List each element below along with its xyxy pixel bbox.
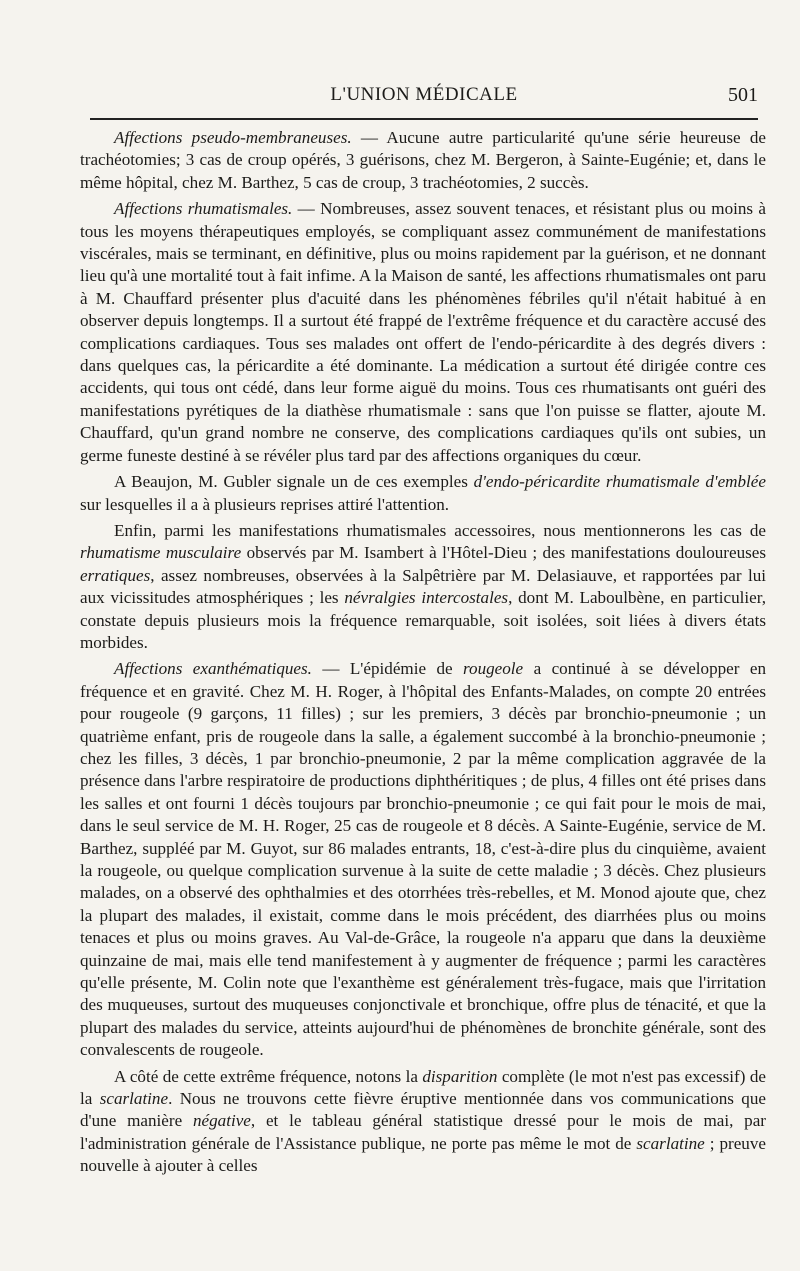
paragraph-text: sur lesquelles il a à plusieurs reprises attiré l'attention. (80, 494, 450, 514)
paragraph-exanthematiques (80, 658, 766, 1061)
paragraph-rhumatismales (80, 198, 766, 467)
italic-term: d'endo-péricardite rhumatismale d'emblée (473, 472, 766, 492)
page-number: 501 (728, 84, 758, 106)
italic-term: disparition (422, 1066, 498, 1086)
paragraph-text: , assez nombreuses, observées à la Salpêtrière par M. Delasiauve, et rapportées par lui aux vicissitudes atmosphériques ; les (80, 565, 766, 608)
paragraph-text: A Beaujon, M. Gubler signale un de ces exemples (114, 472, 474, 492)
italic-term: rougeole (463, 659, 524, 679)
page-header (90, 84, 758, 118)
body-text (80, 127, 766, 1178)
italic-term: erratiques (80, 565, 151, 585)
paragraph-text: a continué à se développer en fréquence et en gravité. Chez M. H. Roger, à l'hôpital des Enfants-Malades, on compte 20 entrées pour rougeole (9 garçons, 11 filles) ; sur les premiers, 3 décès par bronchio-pneumonie ; un quatrième enfant, pris de rougeole dans la salle, a également succombé à la bronchio-pneumonie ; chez les filles, 3 décès, 1 par bronchio-pneumonie, 2 par la même complication aggravée de la présence dans l'arbre respiratoire de productions diphthéritiques ; de plus, 4 filles ont été prises dans les salles et ont fourni 1 décès toujours par bronchio-pneumonie ; ce qui fait pour le mois de mai, dans le seul service de M. H. Roger, 25 cas de rougeole et 8 décès. A Sainte-Eugénie, service de M. Barthez, suppléé par M. Guyot, sur 86 malades entrants, 18, c'est-à-dire plus du cinquième, avaient la rougeole, ou quelque complication survenue à la suite de cette maladie ; 3 décès. Chez plusieurs malades, on a observé des ophthalmies et des otorrhées très-rebelles, et M. Monod ajoute que, chez la plupart des malades, il existait, comme dans le mois précédent, des diarrhées plus ou moins tenaces et plus ou moins graves. Au Val-de-Grâce, la rougeole n'a apparu que dans la deuxième quinzaine de mai, mais elle tend manifestement à y augmenter de fréquence ; parmi les caractères qu'elle présente, M. Colin note que l'exanthème est généralement très-fugace, mais que l'irritation des muqueuses, surtout des muqueuses conjonctivale et bronchique, offre plus de ténacité, et que la plupart des malades du service, atteints aujourd'hui de phénomènes de bronchite générale, sont des convalescents de rougeole. (80, 659, 767, 1060)
paragraph-text: . Nous ne trouvons cette fièvre éruptive mentionnée dans vos communications que d'une manière (80, 1089, 766, 1131)
running-title: L'UNION MÉDICALE (330, 84, 518, 105)
paragraph-text: observés par M. Isambert à l'Hôtel-Dieu ; des manifestations douloureuses (241, 543, 767, 563)
paragraph-text: , dont M. Laboulbène, en particulier, constate depuis plusieurs mois la fréquence remarquable, soit isolées, soit liées à divers états morbides. (80, 588, 766, 652)
header-rule (90, 118, 758, 120)
section-heading: Affections pseudo-membraneuses. (114, 128, 352, 147)
paragraph-text: , et le tableau général statistique dressé pour le mois de mai, par l'administration générale de l'Assistance publique, ne porte pas même le mot de (80, 1111, 766, 1153)
paragraph-pseudo-membraneuses (80, 127, 766, 194)
paragraph-text: ; preuve nouvelle à ajouter à celles (80, 1133, 766, 1176)
italic-term: scarlatine (636, 1133, 705, 1153)
paragraph-beaujon (80, 471, 766, 516)
paragraph-text: complète (le mot n'est pas excessif) de la (80, 1066, 766, 1109)
section-heading: Affections exanthématiques. (114, 659, 312, 679)
paragraph-text: Enfin, parmi les manifestations rhumatismales accessoires, nous mentionnerons les cas de (114, 520, 766, 540)
paragraph-scarlatine (80, 1066, 766, 1178)
italic-term: rhumatisme musculaire (80, 543, 242, 563)
section-heading: Affections rhumatismales. (114, 199, 293, 219)
paragraph-text: — L'épidémie de (311, 659, 464, 679)
paragraph-accessoires (80, 520, 766, 654)
italic-term: scarlatine (99, 1089, 169, 1109)
paragraph-text: — Aucune autre particularité qu'une série heureuse de trachéotomies; 3 cas de croup opérés, 3 guérisons, chez M. Bergeron, à Sainte-Eugénie; et, dans le même hôpital, chez M. Barthez, 5 cas de croup, 3 trachéotomies, 2 succès. (80, 128, 766, 192)
paragraph-text: A côté de cette extrême fréquence, notons la (114, 1066, 423, 1086)
italic-term: névralgies intercostales (344, 588, 509, 608)
paragraph-text: — Nombreuses, assez souvent tenaces, et résistant plus ou moins à tous les moyens thérapeutiques employés, se compliquant assez communément de manifestations viscérales, mais se terminant, en définitive, plus ou moins rapidement par la guérison, et ne donnant lieu qu'à une mortalité tout à fait infime. A la Maison de santé, les affections rhumatismales ont paru à M. Chauffard présenter plus d'acuité dans les phénomènes fébriles qu'il n'était habitué à en observer depuis longtemps. Il a surtout été frappé de l'extrême fréquence et du caractère accusé des complications cardiaques. Tous ses malades ont offert de l'endo-péricardite à des degrés divers : dans quelques cas, la péricardite a été dominante. La médication a surtout été dirigée contre ces accidents, qui tous ont cédé, dans leur forme aiguë du moins. Tous ces rhumatisants ont guéri des manifestations pyrétiques de la diathèse rhumatismale : sans que l'on puisse se flatter, ajoute M. Chauffard, qu'un grand nombre ne conserve, des complications cardiaques qu'ils ont subies, un germe funeste destiné à se révéler plus tard par des affections organiques du cœur. (80, 199, 766, 465)
italic-term: négative (192, 1111, 251, 1131)
